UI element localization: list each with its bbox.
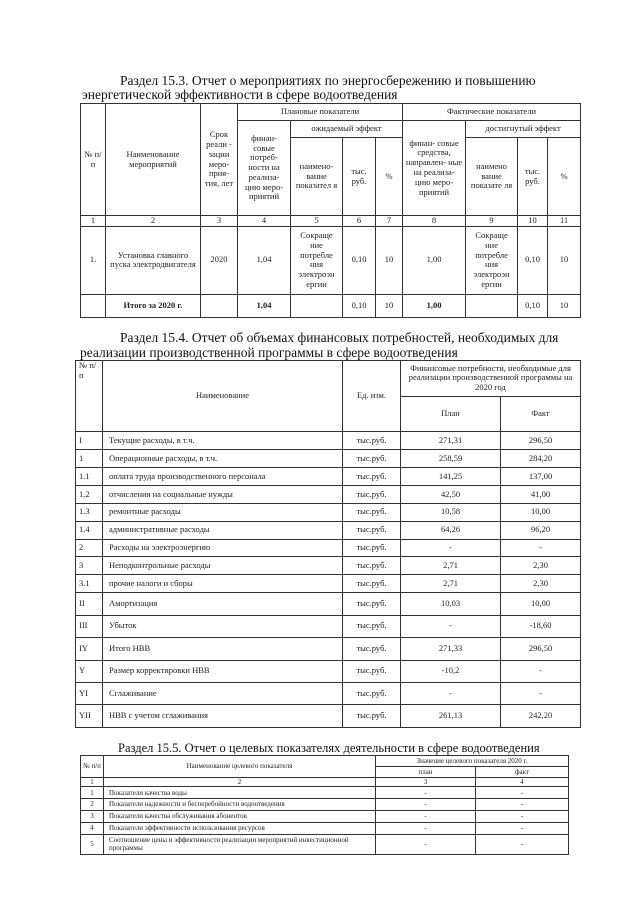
total-thous2: 0,10 bbox=[518, 294, 548, 317]
cell: тыс.руб. bbox=[343, 660, 401, 682]
cell: YI bbox=[76, 683, 103, 705]
header-achieved: достигнутый эффект bbox=[466, 121, 581, 138]
header-pct2: % bbox=[548, 138, 581, 216]
table-row bbox=[76, 660, 581, 682]
cell: 141,25 bbox=[401, 468, 501, 486]
section-15-4-title: Раздел 15.4. Отчет об объемах финансовых потребностей, необходимых для bbox=[120, 330, 559, 345]
total-label: Итого за 2020 г. bbox=[106, 294, 201, 317]
cell: тыс.руб. bbox=[343, 468, 401, 486]
cell: -10,2 bbox=[401, 660, 501, 682]
cell: прочие налоги и сборы bbox=[103, 575, 343, 593]
cell bbox=[81, 294, 106, 317]
cell: тыс.руб. bbox=[343, 432, 401, 450]
cell: административные расходы bbox=[103, 521, 343, 539]
header-plan-fin: финан- совые потреб- ности на реализа- цию меро- приятий bbox=[238, 121, 291, 216]
cell: 1.2 bbox=[76, 486, 103, 504]
header-plan: план bbox=[376, 766, 476, 777]
cell: тыс.руб. bbox=[343, 503, 401, 521]
colnum: 9 bbox=[466, 216, 518, 227]
cell: Установка главного пуска электродвигателя bbox=[106, 226, 201, 294]
table-row bbox=[76, 557, 581, 575]
cell: Убыток bbox=[103, 615, 343, 637]
cell: Размер корректировки НВВ bbox=[103, 660, 343, 682]
table-row bbox=[76, 521, 581, 539]
colnum: 10 bbox=[518, 216, 548, 227]
header-ind-name2: наимено вание показате ля bbox=[466, 138, 518, 216]
cell: 42,50 bbox=[401, 486, 501, 504]
column-numbers-row bbox=[81, 777, 569, 787]
total-row bbox=[81, 294, 581, 317]
header-unit: Ед. изм. bbox=[343, 361, 401, 432]
colnum: 6 bbox=[343, 216, 376, 227]
table-row bbox=[76, 615, 581, 637]
cell: 2 bbox=[76, 539, 103, 557]
cell: 2,71 bbox=[401, 575, 501, 593]
header-num: № п/п bbox=[76, 361, 103, 432]
cell: оплата труда производственного персонала bbox=[103, 468, 343, 486]
cell: - bbox=[376, 834, 476, 854]
cell bbox=[201, 294, 238, 317]
cell: тыс.руб. bbox=[343, 593, 401, 615]
table-row bbox=[81, 822, 569, 834]
cell: 64,26 bbox=[401, 521, 501, 539]
table-row bbox=[76, 539, 581, 557]
cell: 10,03 bbox=[401, 593, 501, 615]
cell: 1,00 bbox=[403, 226, 466, 294]
cell: IY bbox=[76, 638, 103, 660]
colnum: 4 bbox=[238, 216, 291, 227]
cell: 5 bbox=[81, 834, 104, 854]
cell: Операционные расходы, в т.ч. bbox=[103, 450, 343, 468]
table-row bbox=[81, 787, 569, 799]
table-row bbox=[76, 705, 581, 728]
table-row bbox=[81, 226, 581, 294]
cell: отчисления на социальные нужды bbox=[103, 486, 343, 504]
colnum: 1 bbox=[81, 777, 104, 787]
cell: 137,00 bbox=[501, 468, 581, 486]
header-name: Наименование bbox=[103, 361, 343, 432]
header-num: № п/п bbox=[81, 756, 104, 778]
cell: Соотношение цены и эффективности реализации мероприятий инвестиционной программы bbox=[104, 834, 376, 854]
cell: 10 bbox=[548, 226, 581, 294]
total-fact-fin: 1,00 bbox=[403, 294, 466, 317]
cell: 1.3 bbox=[76, 503, 103, 521]
financial-needs-table bbox=[75, 360, 581, 728]
cell: - bbox=[376, 799, 476, 811]
colnum: 7 bbox=[376, 216, 403, 227]
cell: 3.1 bbox=[76, 575, 103, 593]
cell: ремонтные расходы bbox=[103, 503, 343, 521]
header-group: Финансовые потребности, необходимые для реализации производственной программы на 2020 год bbox=[401, 361, 581, 397]
cell: Показатели надежности и бесперебойности водоотведения bbox=[104, 799, 376, 811]
header-fact-fin: финан- совые средства, направлен- ные на реализа- цию меро- приятий bbox=[403, 121, 466, 216]
cell: тыс.руб. bbox=[343, 638, 401, 660]
header-term: Срок реали - зации меро- прия- тия, лет bbox=[201, 104, 238, 216]
cell: Показатели эффективности использования ресурсов bbox=[104, 822, 376, 834]
table-row bbox=[76, 486, 581, 504]
header-plan: План bbox=[401, 396, 501, 432]
cell: - bbox=[476, 810, 569, 822]
cell: 0,10 bbox=[343, 226, 376, 294]
cell: 271,31 bbox=[401, 432, 501, 450]
cell: III bbox=[76, 615, 103, 637]
cell: - bbox=[376, 810, 476, 822]
table-row bbox=[76, 593, 581, 615]
cell: 3 bbox=[76, 557, 103, 575]
table-row bbox=[76, 468, 581, 486]
cell: 2020 bbox=[201, 226, 238, 294]
cell: - bbox=[401, 539, 501, 557]
cell: Текущие расходы, в т.ч. bbox=[103, 432, 343, 450]
cell: - bbox=[501, 660, 581, 682]
colnum: 3 bbox=[201, 216, 238, 227]
cell: 271,33 bbox=[401, 638, 501, 660]
colnum: 4 bbox=[476, 777, 569, 787]
table-row bbox=[76, 638, 581, 660]
section-15-3-title: Раздел 15.3. Отчет о мероприятиях по энергосбережению и повышению bbox=[120, 73, 536, 88]
cell bbox=[291, 294, 343, 317]
total-plan-fin: 1,04 bbox=[238, 294, 291, 317]
cell: Y bbox=[76, 660, 103, 682]
cell: Сглаживание bbox=[103, 683, 343, 705]
cell: - bbox=[501, 539, 581, 557]
cell: - bbox=[476, 787, 569, 799]
cell: Итого НВВ bbox=[103, 638, 343, 660]
cell: 258,59 bbox=[401, 450, 501, 468]
cell: 2,30 bbox=[501, 575, 581, 593]
header-fact: Факт bbox=[501, 396, 581, 432]
cell: - bbox=[476, 834, 569, 854]
section-15-3-title-line2: энергетической эффективности в сфере водоотведения bbox=[82, 87, 398, 102]
cell: 1.4 bbox=[76, 521, 103, 539]
cell: - bbox=[501, 683, 581, 705]
colnum: 2 bbox=[106, 216, 201, 227]
cell: 261,13 bbox=[401, 705, 501, 728]
cell: 2,30 bbox=[501, 557, 581, 575]
cell: 284,20 bbox=[501, 450, 581, 468]
colnum: 5 bbox=[291, 216, 343, 227]
cell: Расходы на электроэнергию bbox=[103, 539, 343, 557]
header-ind-name: наимено- вание показател я bbox=[291, 138, 343, 216]
cell: Показатели качества воды bbox=[104, 787, 376, 799]
cell: 0,10 bbox=[518, 226, 548, 294]
cell: - bbox=[401, 683, 501, 705]
colnum: 2 bbox=[104, 777, 376, 787]
target-indicators-table bbox=[80, 755, 569, 855]
table-row bbox=[76, 432, 581, 450]
cell: 1,04 bbox=[238, 226, 291, 294]
cell: 10,00 bbox=[501, 593, 581, 615]
header-expected: ожидаемый эффект bbox=[291, 121, 403, 138]
cell: тыс.руб. bbox=[343, 683, 401, 705]
cell: НВВ с учетом сглаживания bbox=[103, 705, 343, 728]
colnum: 3 bbox=[376, 777, 476, 787]
cell: тыс.руб. bbox=[343, 539, 401, 557]
table-row bbox=[76, 683, 581, 705]
cell: II bbox=[76, 593, 103, 615]
header-num: № п/ п bbox=[81, 104, 106, 216]
cell: 1.1 bbox=[76, 468, 103, 486]
cell: 2,71 bbox=[401, 557, 501, 575]
cell: 96,20 bbox=[501, 521, 581, 539]
cell: 1 bbox=[81, 787, 104, 799]
header-thous2: тыс. руб. bbox=[518, 138, 548, 216]
cell: тыс.руб. bbox=[343, 486, 401, 504]
cell: тыс.руб. bbox=[343, 575, 401, 593]
header-pct: % bbox=[376, 138, 403, 216]
cell: тыс.руб. bbox=[343, 615, 401, 637]
cell: Сокраще ние потребле ния электроэн ергии bbox=[291, 226, 343, 294]
header-thous: тыс. руб. bbox=[343, 138, 376, 216]
cell: 1. bbox=[81, 226, 106, 294]
cell: Амортизация bbox=[103, 593, 343, 615]
cell: - bbox=[476, 822, 569, 834]
cell: 242,20 bbox=[501, 705, 581, 728]
cell: тыс.руб. bbox=[343, 705, 401, 728]
total-thous: 0,10 bbox=[343, 294, 376, 317]
header-name: Наименование мероприятий bbox=[106, 104, 201, 216]
cell: Показатели качества обслуживания абонентов bbox=[104, 810, 376, 822]
table-row bbox=[81, 810, 569, 822]
cell: 296,50 bbox=[501, 432, 581, 450]
cell: YII bbox=[76, 705, 103, 728]
cell: 10,58 bbox=[401, 503, 501, 521]
cell: 41,00 bbox=[501, 486, 581, 504]
cell: 296,50 bbox=[501, 638, 581, 660]
cell: Сокраще ние потребле ния электроэн ергии bbox=[466, 226, 518, 294]
header-fact: факт bbox=[476, 766, 569, 777]
header-group: Значение целевого показателя 2020 г. bbox=[376, 756, 569, 767]
cell: -18,60 bbox=[501, 615, 581, 637]
cell: I bbox=[76, 432, 103, 450]
cell bbox=[466, 294, 518, 317]
cell: 10 bbox=[376, 226, 403, 294]
cell: тыс.руб. bbox=[343, 450, 401, 468]
column-numbers-row bbox=[81, 216, 581, 227]
cell: 2 bbox=[81, 799, 104, 811]
cell: 10,00 bbox=[501, 503, 581, 521]
cell: - bbox=[401, 615, 501, 637]
total-pct2: 10 bbox=[548, 294, 581, 317]
table-row bbox=[81, 799, 569, 811]
cell: тыс.руб. bbox=[343, 521, 401, 539]
table-row bbox=[76, 575, 581, 593]
cell: - bbox=[476, 799, 569, 811]
header-name: Наименование целевого показателя bbox=[104, 756, 376, 778]
cell: - bbox=[376, 787, 476, 799]
cell: 4 bbox=[81, 822, 104, 834]
header-plan: Плановые показатели bbox=[238, 104, 403, 121]
cell: 3 bbox=[81, 810, 104, 822]
section-15-5-title: Раздел 15.5. Отчет о целевых показателях деятельности в сфере водоотведения bbox=[118, 741, 540, 755]
cell: - bbox=[376, 822, 476, 834]
table-row bbox=[81, 834, 569, 854]
total-pct: 10 bbox=[376, 294, 403, 317]
header-fact: Фактические показатели bbox=[403, 104, 581, 121]
colnum: 1 bbox=[81, 216, 106, 227]
cell: тыс.руб. bbox=[343, 557, 401, 575]
energy-saving-table bbox=[80, 103, 581, 318]
section-15-4-title-line2: реализации производственной программы в сфере водоотведения bbox=[80, 345, 458, 360]
cell: Неподконтрольные расходы bbox=[103, 557, 343, 575]
table-row bbox=[76, 450, 581, 468]
cell: 1 bbox=[76, 450, 103, 468]
table-row bbox=[76, 503, 581, 521]
colnum: 8 bbox=[403, 216, 466, 227]
colnum: 11 bbox=[548, 216, 581, 227]
